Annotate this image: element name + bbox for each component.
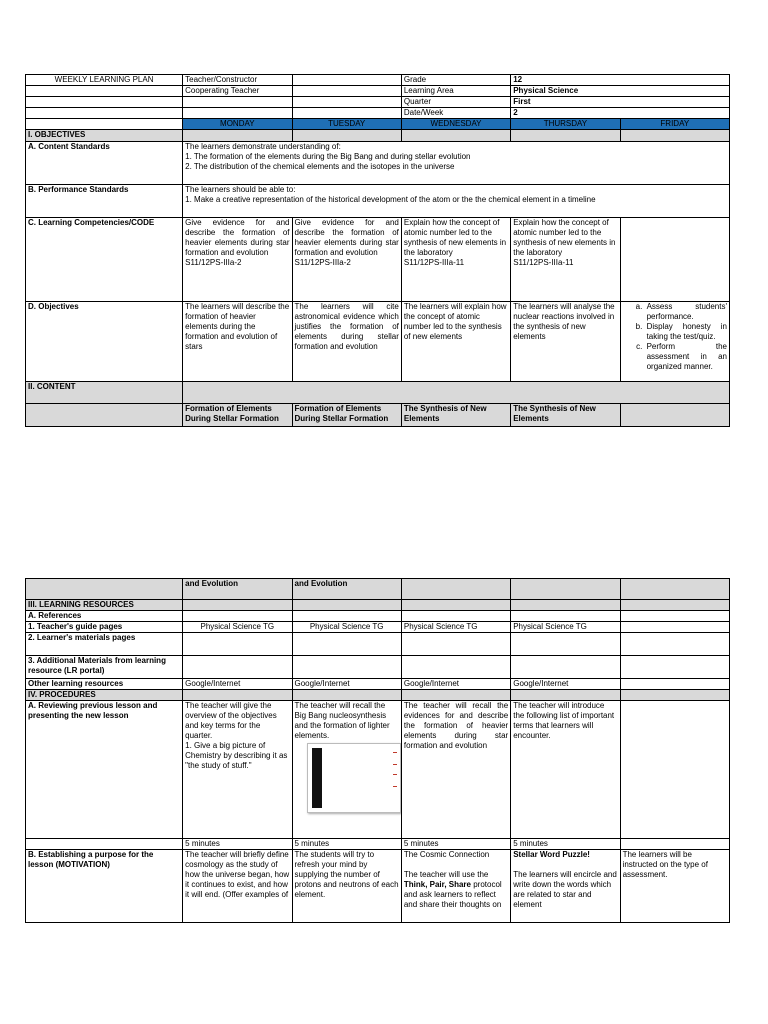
reviewing-tuesday-text: The teacher will recall the Big Bang nucleosynthesis and the formation of lighter elements. (294, 701, 390, 740)
topic-wednesday: The Synthesis of New Elements (401, 404, 510, 427)
time-wednesday: 5 minutes (401, 839, 510, 850)
purpose-friday: The learners will be instructed on the type of assessment. (620, 850, 729, 923)
topic-monday: Formation of Elements During Stellar Formation (183, 404, 292, 427)
cosmic-connection-title: The Cosmic Connection (403, 850, 490, 859)
weekly-plan-table-page2 (25, 578, 730, 923)
purpose-tuesday: The students will try to refresh your mind by supplying the number of protons and neutrons of each element. (292, 850, 401, 923)
objective-wednesday: The learners will explain how the concept of atomic number led to the synthesis of new elements (401, 302, 510, 382)
topic-thursday: The Synthesis of New Elements (511, 404, 620, 427)
other-monday: Google/Internet (183, 679, 292, 690)
teacher-value (292, 75, 401, 86)
references-label: A. References (26, 611, 183, 622)
friday-objective-item: a. Assess students' performance. (645, 302, 727, 322)
word-puzzle-title: Stellar Word Puzzle! (513, 850, 590, 859)
reviewing-lesson-label: A. Reviewing previous lesson and presenting the new lesson (26, 701, 183, 839)
week-label: Date/Week (401, 108, 510, 119)
purpose-thursday (511, 850, 620, 923)
day-friday: FRIDAY (620, 119, 729, 130)
lm-label: 2. Learner's materials pages (26, 633, 183, 656)
friday-objective-item: b. Display honesty in taking the test/quiz. (645, 322, 727, 342)
tg-monday: Physical Science TG (183, 622, 292, 633)
content-standards-text: The learners demonstrate understanding of: 1. The formation of the elements during the Big Bang and during stellar evolution 2. The distribution of the chemical elements and the isotopes in the universe (183, 142, 730, 185)
section-objectives: I. OBJECTIVES (26, 130, 183, 142)
reviewing-monday: The teacher will give the overview of the objectives and key terms for the quarter. 1. Give a big picture of Chemistry by describing it as "the study of stuff." (183, 701, 292, 839)
tg-thursday: Physical Science TG (511, 622, 620, 633)
performance-standards-text: The learners should be able to: 1. Make a creative representation of the historical development of the atom or the the chemical element in a timeline (183, 185, 730, 218)
time-tuesday: 5 minutes (292, 839, 401, 850)
purpose-wednesday-text: The teacher will use the Think, Pair, Share protocol and ask learners to reflect and share their thoughts on (403, 870, 502, 909)
area-label: Learning Area (401, 86, 510, 97)
reviewing-thursday: The teacher will introduce the following list of important terms that learners will encounter. (511, 701, 620, 839)
quarter-label: Quarter (401, 97, 510, 108)
competency-monday: Give evidence for and describe the formation of heavier elements during star formation and evolution S11/12PS-IIIa-2 (183, 218, 292, 302)
plan-title: WEEKLY LEARNING PLAN (26, 75, 183, 86)
day-thursday: THURSDAY (511, 119, 620, 130)
topic-tuesday: Formation of Elements During Stellar Formation (292, 404, 401, 427)
additional-materials-label: 3. Additional Materials from learning resource (LR portal) (26, 656, 183, 679)
friday-objective-item: c. Perform the assessment in an organized manner. (645, 342, 727, 372)
teacher-label: Teacher/Constructor (183, 75, 292, 86)
topic-monday-cont: and Evolution (183, 579, 292, 600)
topic-tuesday-cont: and Evolution (292, 579, 401, 600)
area-value: Physical Science (511, 86, 730, 97)
other-resources-label: Other learning resources (26, 679, 183, 690)
week-value: 2 (511, 108, 730, 119)
section-resources: III. LEARNING RESOURCES (26, 600, 183, 611)
competency-wednesday: Explain how the concept of atomic number led to the synthesis of new elements in the laboratory S11/12PS-IIIa-11 (401, 218, 510, 302)
purpose-label: B. Establishing a purpose for the lesson (MOTIVATION) (26, 850, 183, 923)
purpose-monday: The teacher will briefly define cosmology as the study of how the universe began, how it continues to exist, and how it will end. (Offer examples of (183, 850, 292, 923)
competency-thursday: Explain how the concept of atomic number led to the synthesis of new elements in the laboratory S11/12PS-IIIa-11 (511, 218, 620, 302)
day-wednesday: WEDNESDAY (401, 119, 510, 130)
time-monday: 5 minutes (183, 839, 292, 850)
time-thursday: 5 minutes (511, 839, 620, 850)
competency-tuesday: Give evidence for and describe the formation of heavier elements during star formation and evolution S11/12PS-IIIa-2 (292, 218, 401, 302)
other-thursday: Google/Internet (511, 679, 620, 690)
competencies-label: C. Learning Competencies/CODE (26, 218, 183, 302)
tg-label: 1. Teacher's guide pages (26, 622, 183, 633)
objective-tuesday: The learners will cite astronomical evidence which justifies the formation of elements during stellar formation and evolution (292, 302, 401, 382)
weekly-plan-table-page1 (25, 74, 730, 427)
section-content: II. CONTENT (26, 382, 183, 404)
cooperating-label: Cooperating Teacher (183, 86, 292, 97)
reviewing-tuesday (292, 701, 401, 839)
objective-thursday: The learners will analyse the nuclear reactions involved in the synthesis of new elements (511, 302, 620, 382)
grade-label: Grade (401, 75, 510, 86)
content-standards-label: A. Content Standards (26, 142, 183, 185)
purpose-wednesday (401, 850, 510, 923)
objective-monday: The learners will describe the formation of heavier elements during the formation and evolution of stars (183, 302, 292, 382)
grade-value: 12 (511, 75, 730, 86)
objectives-label: D. Objectives (26, 302, 183, 382)
day-monday: MONDAY (183, 119, 292, 130)
other-tuesday: Google/Internet (292, 679, 401, 690)
tg-tuesday: Physical Science TG (292, 622, 401, 633)
tg-wednesday: Physical Science TG (401, 622, 510, 633)
purpose-thursday-text: The learners will encircle and write down the words which are related to star and element (513, 870, 617, 909)
other-wednesday: Google/Internet (401, 679, 510, 690)
performance-standards-label: B. Performance Standards (26, 185, 183, 218)
section-procedures: IV. PROCEDURES (26, 690, 183, 701)
objective-friday (620, 302, 729, 382)
reviewing-wednesday: The teacher will recall the evidences for and describe the formation of heavier elements during star formation and evolution (401, 701, 510, 839)
quarter-value: First (511, 97, 730, 108)
day-tuesday: TUESDAY (292, 119, 401, 130)
slide-thumbnail-image (295, 743, 399, 813)
